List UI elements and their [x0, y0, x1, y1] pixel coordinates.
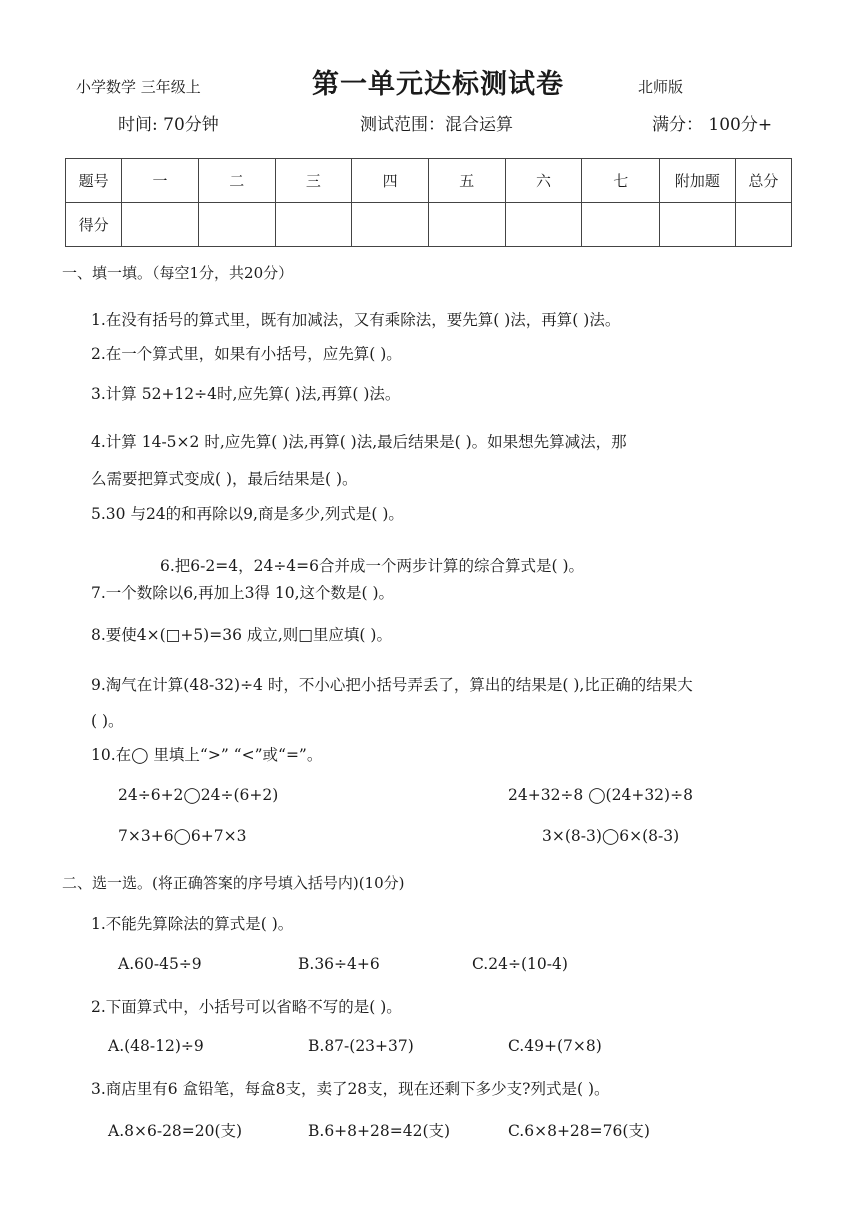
- table-cell: 六: [505, 159, 582, 203]
- question-1-4-line1: 4.计算 14-5×2 时,应先算( )法,再算( )法,最后结果是( )。如果想先算减法，那: [91, 433, 627, 451]
- table-cell: 五: [428, 159, 505, 203]
- option-c: C.49+(7×8): [508, 1037, 602, 1055]
- score-input-cell[interactable]: [352, 203, 429, 247]
- question-1-1: 1.在没有括号的算式里，既有加减法，又有乘除法，要先算( )法，再算( )法。: [91, 311, 621, 329]
- question-1-7: 7.一个数除以6,再加上3得 10,这个数是( )。: [91, 584, 395, 602]
- page-title: 第一单元达标测试卷: [312, 69, 564, 100]
- score-input-cell[interactable]: [198, 203, 275, 247]
- question-1-9-line2: ( )。: [91, 712, 124, 730]
- score-table-header-row: [66, 159, 792, 203]
- compare-item: 24+32÷8 ◯(24+32)÷8: [508, 786, 693, 804]
- question-1-3: 3.计算 52+12÷4时,应先算( )法,再算( )法。: [91, 385, 401, 403]
- option-c: C.24÷(10-4): [472, 955, 568, 973]
- question-1-5: 5.30 与24的和再除以9,商是多少,列式是( )。: [91, 505, 404, 523]
- time-label: 时间: 70分钟: [118, 115, 219, 135]
- scope-label: 测试范围：混合运算: [360, 115, 513, 135]
- compare-item: 7×3+6◯6+7×3: [118, 827, 247, 845]
- table-cell: 题号: [66, 159, 122, 203]
- question-2-3: 3.商店里有6 盒铅笔，每盒8支，卖了28支，现在还剩下多少支?列式是( )。: [91, 1080, 610, 1098]
- table-cell: 得分: [66, 203, 122, 247]
- compare-item: 24÷6+2◯24÷(6+2): [118, 786, 279, 804]
- compare-item: 3×(8-3)◯6×(8-3): [542, 827, 680, 845]
- section2-title: 二、选一选。(将正确答案的序号填入括号内)(10分): [62, 874, 405, 892]
- question-1-8: 8.要使4×(□+5)=36 成立,则□里应填( )。: [91, 626, 392, 644]
- question-2-2: 2.下面算式中，小括号可以省略不写的是( )。: [91, 998, 402, 1016]
- question-1-9-line1: 9.淘气在计算(48-32)÷4 时，不小心把小括号弄丢了，算出的结果是( ),比正确的结果大: [91, 676, 693, 694]
- question-1-4-line2: 么需要把算式变成( )，最后结果是( )。: [91, 470, 358, 488]
- option-b: B.36÷4+6: [298, 955, 380, 973]
- table-cell: 七: [582, 159, 660, 203]
- option-c: C.6×8+28=76(支): [508, 1122, 650, 1140]
- table-cell: 一: [122, 159, 199, 203]
- option-a: A.8×6-28=20(支): [108, 1122, 243, 1140]
- option-b: B.87-(23+37): [308, 1037, 414, 1055]
- question-1-6: 6.把6-2=4，24÷4=6合并成一个两步计算的综合算式是( )。: [160, 557, 585, 575]
- score-input-cell[interactable]: [735, 203, 791, 247]
- table-cell: 二: [198, 159, 275, 203]
- full-score-label: 满分： 100分+: [652, 115, 773, 135]
- score-table-score-row: [66, 203, 792, 247]
- table-cell: 附加题: [660, 159, 736, 203]
- score-input-cell[interactable]: [428, 203, 505, 247]
- question-1-10: 10.在◯ 里填上“>” “<”或“=”。: [91, 746, 323, 764]
- question-1-2: 2.在一个算式里，如果有小括号，应先算( )。: [91, 345, 402, 363]
- score-input-cell[interactable]: [505, 203, 582, 247]
- table-cell: 三: [275, 159, 352, 203]
- score-input-cell[interactable]: [275, 203, 352, 247]
- option-a: A.(48-12)÷9: [108, 1037, 204, 1055]
- option-a: A.60-45÷9: [118, 955, 202, 973]
- score-input-cell[interactable]: [122, 203, 199, 247]
- question-2-1: 1.不能先算除法的算式是( )。: [91, 915, 294, 933]
- score-table: [65, 158, 792, 247]
- score-input-cell[interactable]: [660, 203, 736, 247]
- section1-title: 一、填一填。（每空1分，共20分）: [62, 264, 294, 282]
- subject-label: 小学数学 三年级上: [76, 78, 201, 96]
- table-cell: 总分: [735, 159, 791, 203]
- table-cell: 四: [352, 159, 429, 203]
- edition-label: 北师版: [638, 78, 684, 96]
- score-input-cell[interactable]: [582, 203, 660, 247]
- option-b: B.6+8+28=42(支): [308, 1122, 451, 1140]
